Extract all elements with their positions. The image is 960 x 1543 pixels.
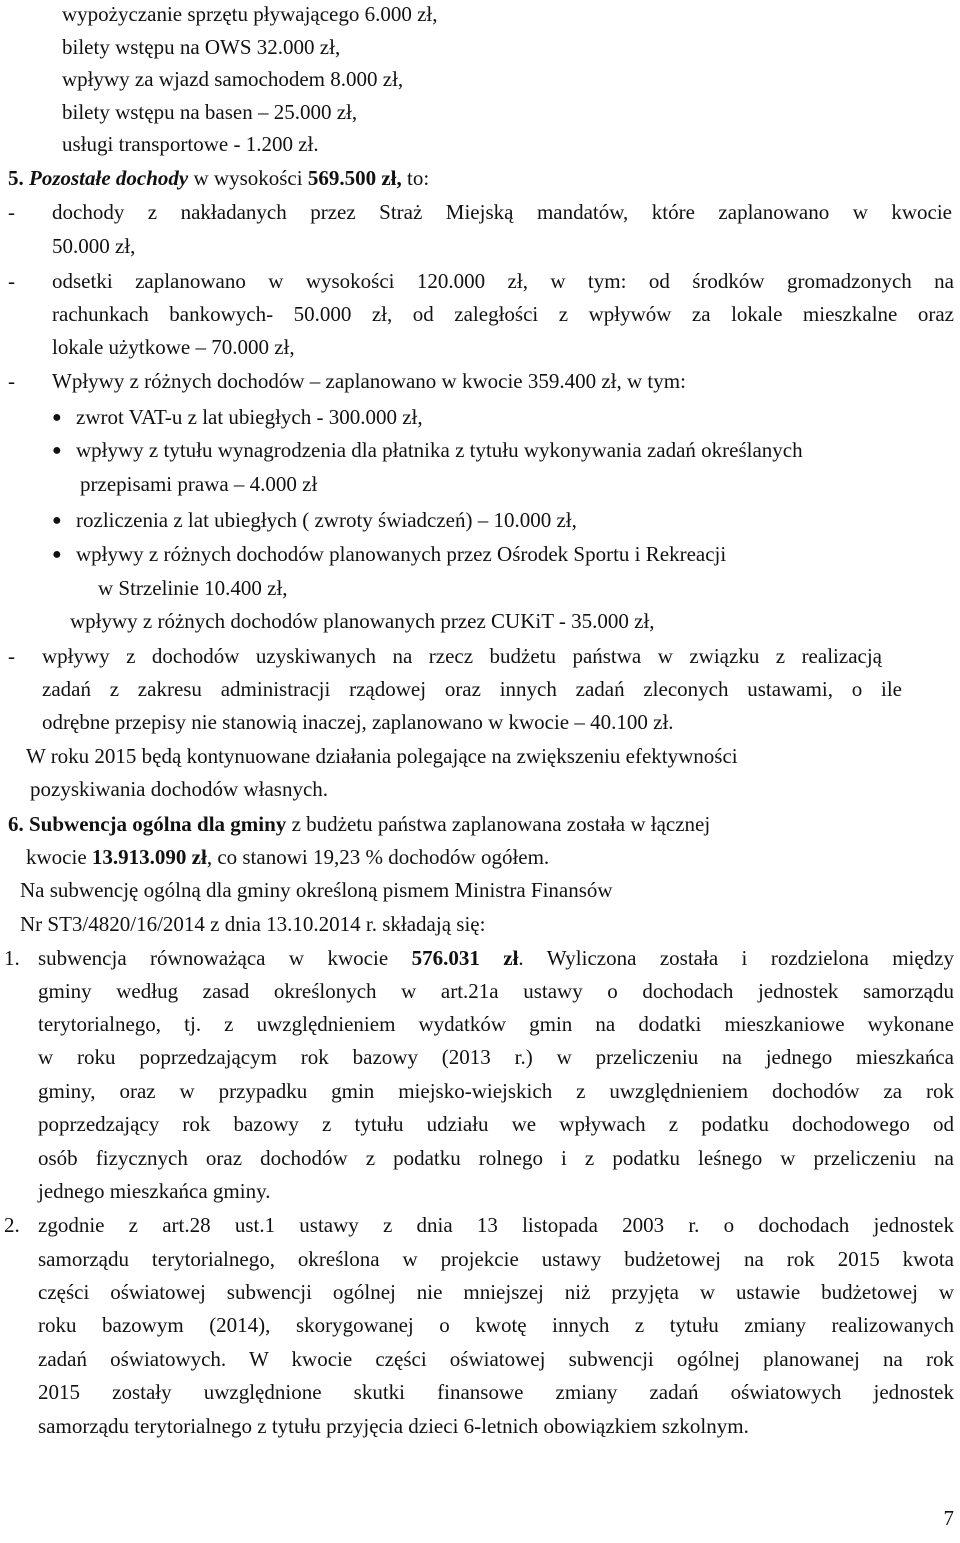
numbered-line: jednego mieszkańca gminy.: [38, 1179, 271, 1203]
dash-marker: -: [8, 200, 15, 224]
bullet-item: zwrot VAT-u z lat ubiegłych - 300.000 zł,: [76, 405, 423, 429]
bullet-item: wpływy z tytułu wynagrodzenia dla płatnika z tytułu wykonywania zadań określanych: [76, 438, 803, 462]
list-number: 1.: [4, 946, 20, 970]
section-6-heading: 6. Subwencja ogólna dla gminy z budżetu państwa zaplanowana została w łącznej: [8, 812, 711, 836]
list-item: usługi transportowe - 1.200 zł.: [62, 132, 319, 156]
numbered-line: subwencja równoważąca w kwocie 576.031 zł. Wyliczona została i rozdzielona między: [38, 946, 955, 970]
numbered-line: terytorialnego, tj. z uwzględnieniem wydatków gmin na dodatki mieszkaniowe wykonane: [38, 1012, 954, 1036]
bullet-icon: ●: [52, 442, 62, 459]
list-item: wypożyczanie sprzętu pływającego 6.000 zł,: [62, 2, 438, 26]
section-title: Subwencja ogólna dla gminy: [29, 812, 287, 836]
cukit-line: wpływy z różnych dochodów planowanych przez CUKiT - 35.000 zł,: [70, 609, 655, 633]
section-title: Pozostałe dochody: [29, 166, 189, 190]
subsidy-amount: 13.913.090 zł: [91, 845, 207, 869]
numbered-line: gminy, oraz w przypadku gmin miejsko-wiejskich z uwzględnieniem dochodów za rok: [38, 1079, 954, 1103]
bullet-item-cont: przepisami prawa – 4.000 zł: [80, 472, 318, 496]
list-item: wpływy za wjazd samochodem 8.000 zł,: [62, 67, 404, 91]
numbered-line: w roku poprzedzającym rok bazowy (2013 r.) w przeliczeniu na jednego mieszkańca: [38, 1045, 954, 1069]
dash-item-line: 50.000 zł,: [52, 234, 136, 258]
section-6-amount-line: kwocie 13.913.090 zł, co stanowi 19,23 % dochodów ogółem.: [26, 845, 550, 869]
equalizing-amount: 576.031 zł: [411, 946, 519, 970]
numbered-line: gminy według zasad określonych w art.21a ustawy o dochodach jednostek samorządu: [38, 979, 954, 1003]
numbered-line: części oświatowej subwencji ogólnej nie mniejszej niż przyjęta w ustawie budżetowej w: [38, 1280, 954, 1304]
list-item: bilety wstępu na basen – 25.000 zł,: [62, 100, 358, 124]
bullet-item-cont: w Strzelinie 10.400 zł,: [98, 576, 288, 600]
note-line: W roku 2015 będą kontynuowane działania polegające na zwiększeniu efektywności: [26, 744, 738, 768]
dash-item-line: wpływy z dochodów uzyskiwanych na rzecz budżetu państwa w związku z realizacją: [42, 644, 882, 668]
note-line: pozyskiwania dochodów własnych.: [30, 777, 329, 801]
dash-item-line: odsetki zaplanowano w wysokości 120.000 zł, w tym: od środków gromadzonych na: [52, 269, 954, 293]
dash-item-line: Wpływy z różnych dochodów – zaplanowano w kwocie 359.400 zł, w tym:: [52, 369, 686, 393]
numbered-line: zgodnie z art.28 ust.1 ustawy z dnia 13 listopada 2003 r. o dochodach jednostek: [38, 1213, 954, 1237]
dash-item-line: lokale użytkowe – 70.000 zł,: [52, 335, 295, 359]
dash-item-line: dochody z nakładanych przez Straż Miejską mandatów, które zaplanowano w kwocie: [52, 200, 952, 224]
bullet-item: rozliczenia z lat ubiegłych ( zwroty świadczeń) – 10.000 zł,: [76, 508, 577, 532]
list-item: bilety wstępu na OWS 32.000 zł,: [62, 35, 341, 59]
numbered-line: poprzedzający rok bazowy z tytułu udziału we wpływach z podatku dochodowego od: [38, 1112, 954, 1136]
bullet-icon: ●: [52, 409, 62, 426]
numbered-line: zadań oświatowych. W kwocie części oświatowej subwencji ogólnej planowanej na rok: [38, 1347, 954, 1371]
page-number: 7: [943, 1506, 954, 1530]
dash-item-line: rachunkach bankowych- 50.000 zł, od zaległości z wpływów za lokale mieszkalne oraz: [52, 302, 954, 326]
dash-marker: -: [8, 644, 15, 668]
numbered-line: samorządu terytorialnego, określona w projekcie ustawy budżetowej na rok 2015 kwota: [38, 1247, 954, 1271]
bullet-icon: ●: [52, 546, 62, 563]
dash-item-line: zadań z zakresu administracji rządowej oraz innych zadań zleconych ustawami, o ile: [42, 677, 902, 701]
dash-item-line: odrębne przepisy nie stanowią inaczej, zaplanowano w kwocie – 40.100 zł.: [42, 710, 674, 734]
list-number: 2.: [4, 1213, 20, 1237]
section-6-intro: Na subwencję ogólną dla gminy określoną pismem Ministra Finansów: [20, 878, 613, 902]
dash-marker: -: [8, 269, 15, 293]
numbered-line: roku bazowym (2014), skorygowanej o kwotę innych z tytułu zmiany realizowanych: [38, 1313, 954, 1337]
section-number: 6.: [8, 812, 24, 836]
bullet-item: wpływy z różnych dochodów planowanych przez Ośrodek Sportu i Rekreacji: [76, 542, 727, 566]
numbered-line: samorządu terytorialnego z tytułu przyjęcia dzieci 6-letnich obowiązkiem szkolnym.: [38, 1414, 749, 1438]
section-number: 5.: [8, 166, 24, 190]
section-6-intro: Nr ST3/4820/16/2014 z dnia 13.10.2014 r. składają się:: [20, 912, 486, 936]
bullet-icon: ●: [52, 512, 62, 529]
numbered-line: osób fizycznych oraz dochodów z podatku rolnego i z podatku leśnego w przeliczeniu na: [38, 1146, 954, 1170]
section-5-heading: 5. Pozostałe dochody w wysokości 569.500 zł, to:: [8, 166, 430, 190]
dash-marker: -: [8, 369, 15, 393]
section-amount: 569.500 zł,: [307, 166, 402, 190]
numbered-line: 2015 zostały uwzględnione skutki finansowe zmiany zadań oświatowych jednostek: [38, 1380, 954, 1404]
